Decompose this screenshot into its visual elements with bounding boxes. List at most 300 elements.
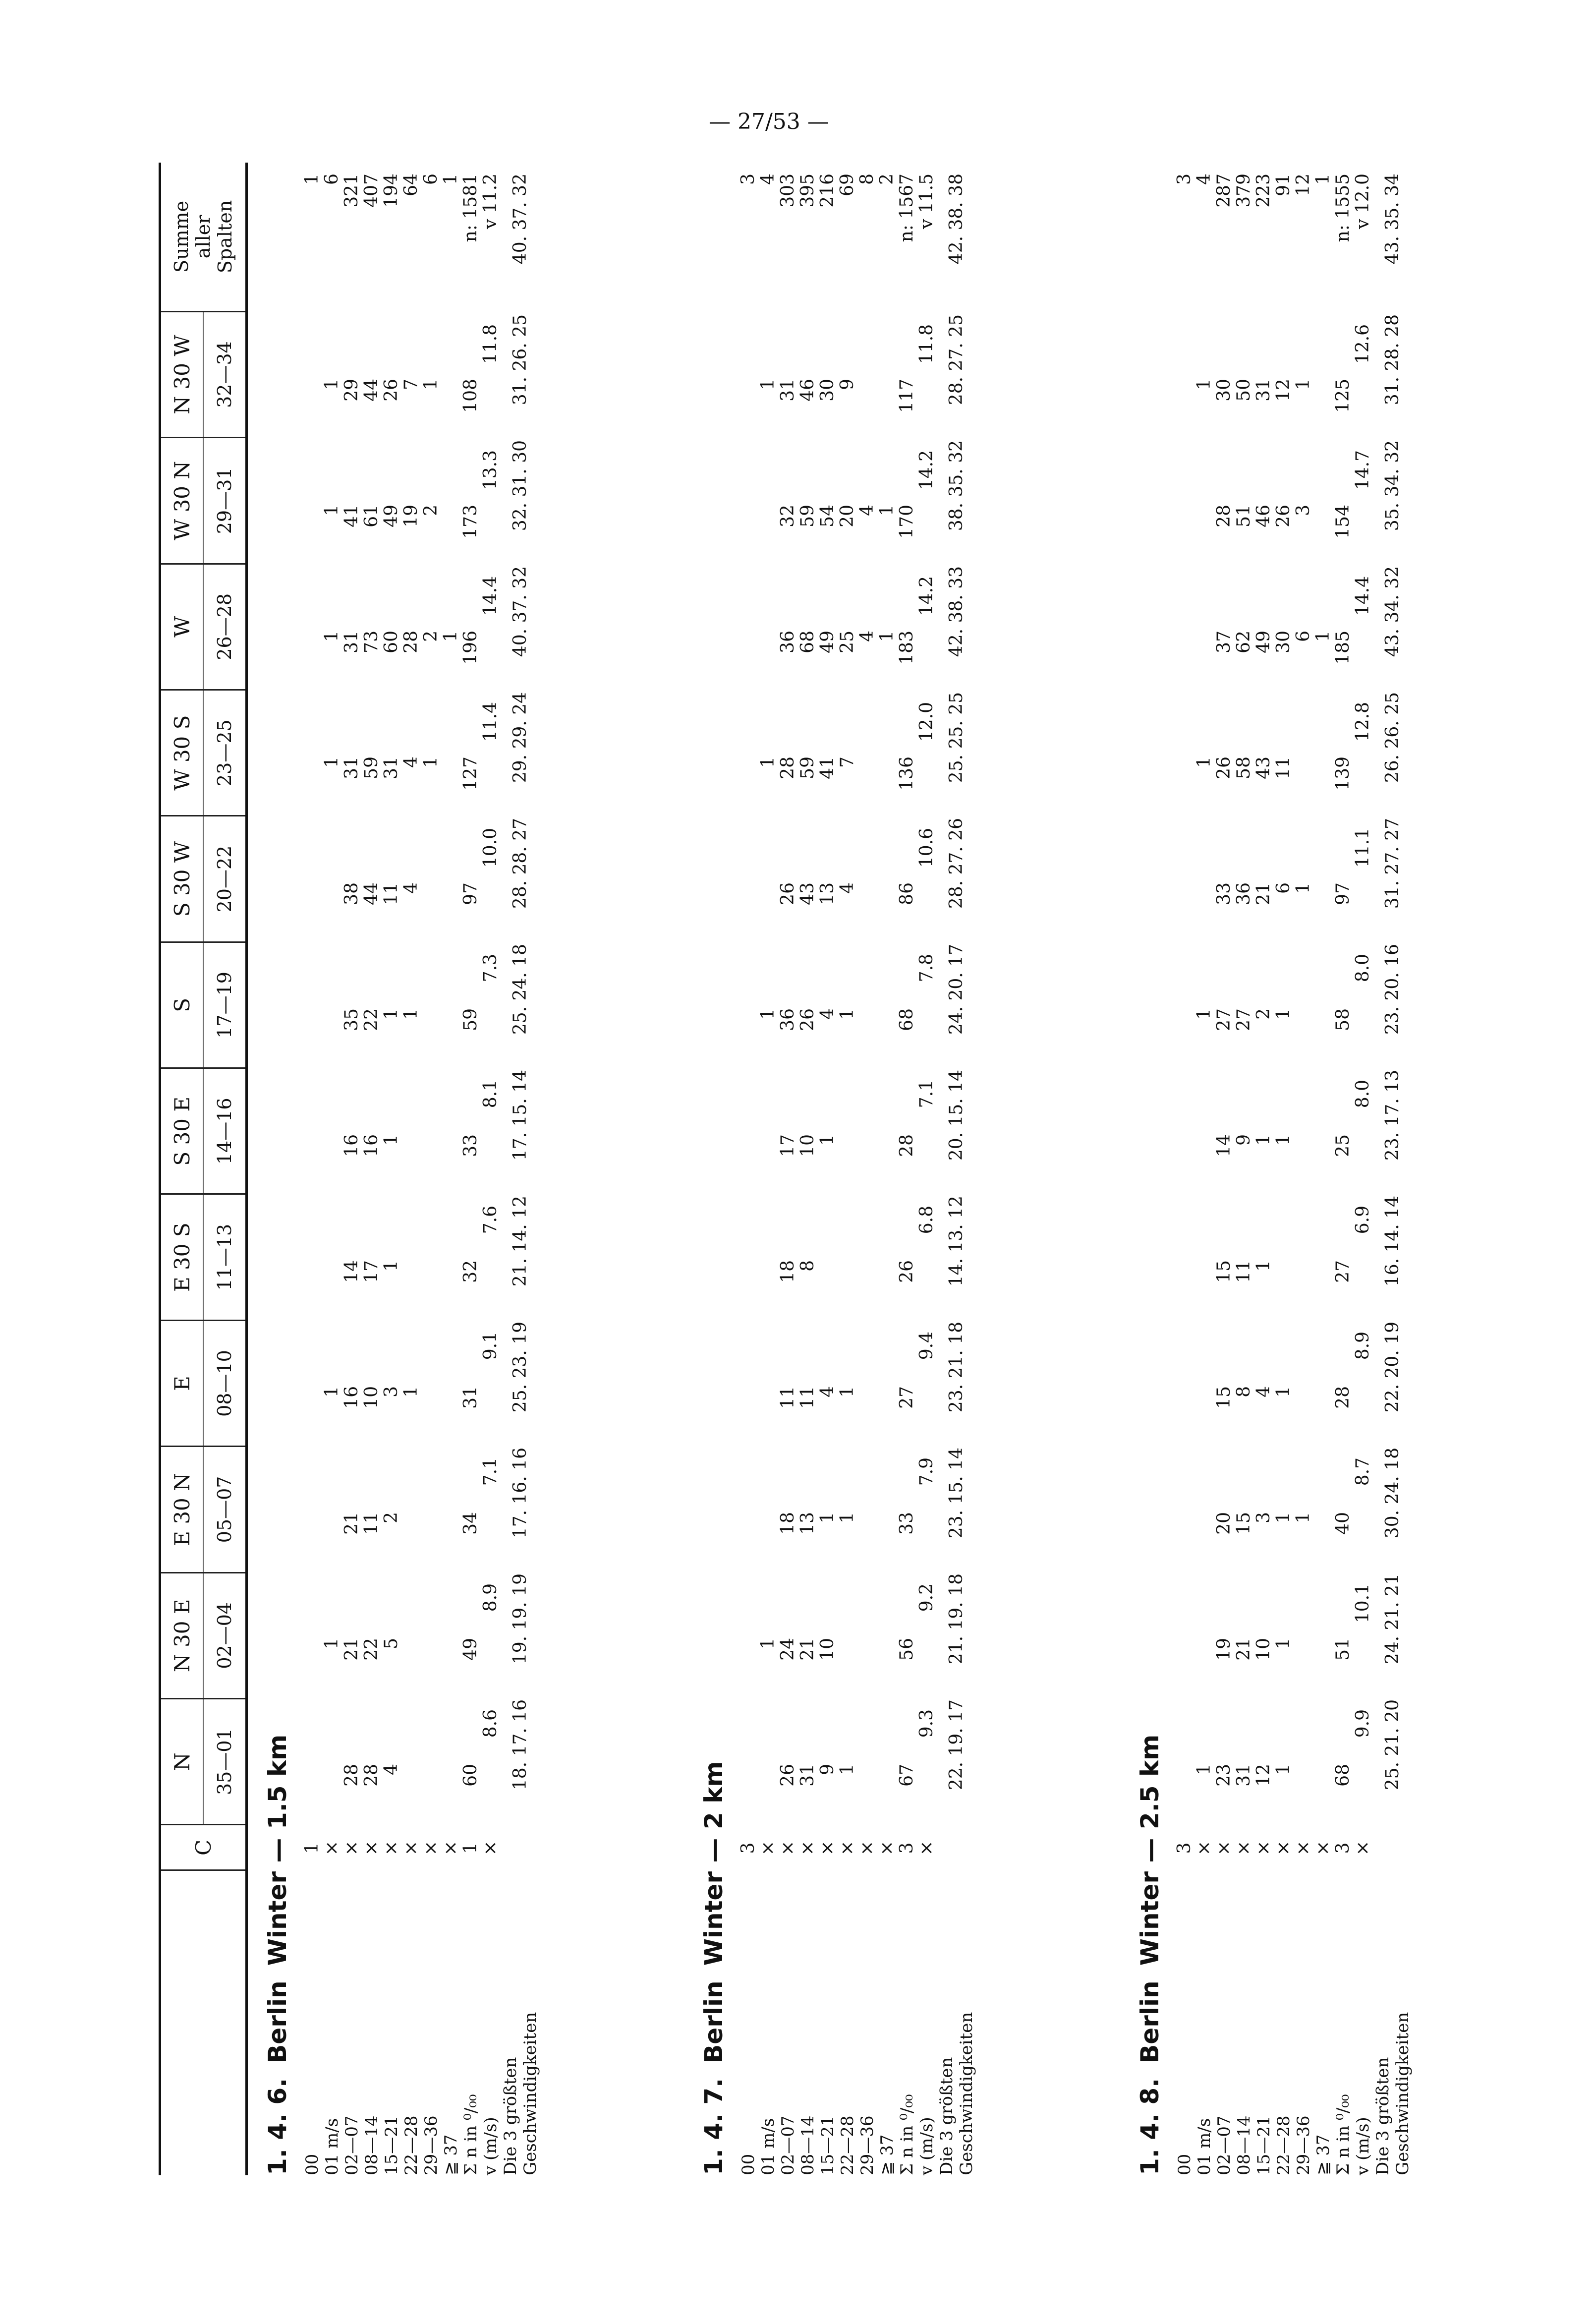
top3-column: [511, 944, 530, 1063]
mean-speed-column: [1353, 1457, 1373, 1512]
bin-cell: 23: [1214, 1764, 1234, 1787]
bin-cell: [401, 1134, 421, 1184]
bin-cell: 29: [341, 379, 362, 402]
bin-cell: [1175, 1638, 1194, 1687]
top3-cell: 22. 19. 17: [946, 1699, 967, 1791]
bin-cell: [401, 1638, 421, 1687]
sum-count-cell: n: 1581: [460, 174, 481, 242]
count-cell: 139: [1333, 756, 1353, 791]
mean-speed-cell: 7.6: [480, 1206, 501, 1234]
bin-cell: 59: [797, 505, 818, 527]
bin-cell: 31: [381, 756, 401, 779]
mean-speed-cell: 8.0: [1353, 954, 1373, 983]
bin-cell: [1194, 505, 1214, 554]
top3-cell: 25. 25. 25: [946, 692, 967, 783]
count-cell: 49: [460, 1638, 481, 1661]
bin-cell: 9: [837, 379, 857, 390]
header-direction-range: 02—04: [214, 1602, 235, 1669]
bin-cell: 1: [381, 1008, 401, 1020]
bin-cell: 58: [1234, 756, 1254, 779]
calm-cell: ×: [1273, 1840, 1294, 1856]
header-direction-2: [161, 1572, 245, 1698]
sum-bin-cell: 4: [758, 174, 778, 185]
bin-cell: 9: [1234, 1134, 1254, 1146]
bin-cell: 1: [322, 379, 342, 390]
top3-cell: 31. 28. 28: [1382, 314, 1403, 406]
top3-cell: 29. 29. 24: [510, 692, 530, 783]
top3-cell: 28. 28. 27: [510, 818, 530, 909]
mean-speed-column: [1353, 1709, 1373, 1764]
sum-bin-cell: 287: [1214, 174, 1234, 208]
bin-cell: [302, 1638, 322, 1687]
mean-speed-column: [917, 1206, 937, 1260]
calm-cell: ×: [1313, 1840, 1333, 1856]
bin-cell: 1: [758, 756, 778, 768]
row-label: 29—36: [857, 2115, 877, 2175]
bin-cell: [857, 1386, 877, 1436]
mean-speed-cell: 8.7: [1353, 1457, 1373, 1486]
row-label: Die 3 größten: [501, 2057, 520, 2175]
mean-speed-cell: 7.1: [480, 1457, 501, 1486]
bin-cell: 49: [381, 505, 401, 527]
bin-cell: 1: [322, 505, 342, 516]
bin-cell: 16: [341, 1386, 362, 1409]
top3-cell: 28. 27. 26: [946, 818, 967, 909]
section-title: [694, 1746, 734, 2175]
direction-column: [1175, 756, 1353, 806]
mean-speed-cell: 11.1: [1353, 828, 1373, 868]
bin-cell: 2: [421, 505, 441, 516]
header-label-cell: [161, 1869, 245, 2175]
bin-cell: 28: [341, 1764, 362, 1787]
bin-cell: 60: [381, 631, 401, 653]
bin-cell: 36: [778, 1008, 798, 1031]
bin-cell: 1: [1313, 631, 1333, 642]
header-direction-name: N 30 W: [161, 312, 204, 437]
header-sum-line: aller: [192, 215, 214, 259]
bin-cell: 54: [817, 505, 838, 527]
count-cell: 27: [897, 1386, 917, 1409]
bin-cell: [1313, 882, 1333, 932]
bin-cell: 30: [817, 379, 838, 402]
bin-cell: 1: [1253, 1260, 1274, 1272]
bin-cell: 4: [837, 882, 857, 894]
bin-cell: 44: [361, 882, 382, 905]
direction-column: [1175, 379, 1353, 428]
top3-column: [1383, 314, 1403, 433]
calm-cell: ×: [1293, 1840, 1313, 1856]
bin-cell: 38: [341, 882, 362, 905]
bin-cell: [302, 631, 322, 680]
calm-column: [739, 1833, 937, 1863]
bin-cell: 22: [361, 1638, 382, 1661]
bin-cell: [401, 1260, 421, 1310]
bin-cell: [1194, 631, 1214, 680]
bin-cell: [401, 1764, 421, 1813]
top3-column: [947, 440, 967, 559]
top3-column: [511, 1699, 530, 1818]
row-label: 01 m/s: [1194, 2118, 1214, 2175]
bin-cell: 1: [1273, 1008, 1294, 1020]
bin-cell: 31: [797, 1764, 818, 1787]
header-direction-name: W: [161, 565, 204, 689]
bin-cell: 33: [1214, 882, 1234, 905]
row-label: 08—14: [362, 2115, 382, 2175]
bin-cell: 1: [758, 379, 778, 390]
bin-cell: 4: [401, 756, 421, 768]
bin-cell: [1313, 505, 1333, 554]
header-direction-range: 17—19: [214, 972, 235, 1039]
bin-cell: 51: [1234, 505, 1254, 527]
bin-cell: [739, 882, 758, 932]
calm-cell: ×: [441, 1840, 461, 1856]
row-label: Σ n in ⁰/₀₀: [461, 2094, 481, 2175]
calm-cell: ×: [817, 1840, 838, 1856]
bin-cell: 3: [381, 1386, 401, 1397]
count-cell: 136: [897, 756, 917, 791]
count-cell: 183: [897, 631, 917, 665]
bin-cell: [441, 882, 461, 932]
row-label: ≧ 37: [441, 2134, 461, 2175]
bin-cell: 12: [1253, 1764, 1274, 1787]
table-header: [159, 163, 248, 2175]
mean-speed-cell: 9.9: [1353, 1709, 1373, 1738]
sum-bin-cell: 8: [857, 174, 877, 185]
bin-cell: 1: [1194, 379, 1214, 390]
mean-speed-cell: 12.8: [1353, 702, 1373, 742]
sum-top3-cell: 43. 35. 34: [1382, 174, 1403, 265]
bin-cell: [302, 756, 322, 806]
top3-cell: 21. 19. 18: [946, 1573, 967, 1665]
direction-column: [739, 505, 917, 554]
bin-cell: [739, 756, 758, 806]
top3-cell: 20. 15. 14: [946, 1070, 967, 1161]
bin-cell: 1: [322, 1638, 342, 1649]
sum-bin-cell: 3: [1174, 174, 1194, 185]
direction-column: [739, 379, 917, 428]
header-direction-4: [161, 1320, 245, 1446]
top3-column: [1383, 566, 1403, 685]
bin-cell: [1175, 631, 1194, 680]
table-section: [258, 163, 694, 2175]
bin-cell: [877, 379, 897, 428]
bin-cell: [877, 1386, 897, 1436]
calm-cell: ×: [322, 1840, 342, 1856]
header-direction-range: 29—31: [214, 467, 235, 534]
count-cell: 170: [897, 505, 917, 539]
bin-cell: 16: [341, 1134, 362, 1157]
bin-cell: 1: [837, 1764, 857, 1775]
count-cell: 28: [897, 1134, 917, 1157]
bin-cell: 1: [322, 756, 342, 768]
bin-cell: [1175, 1134, 1194, 1184]
bin-cell: [758, 1260, 778, 1310]
bin-cell: 28: [778, 756, 798, 779]
bin-cell: [1175, 1260, 1194, 1310]
top3-cell: 42. 38. 33: [946, 566, 967, 657]
count-cell: 185: [1333, 631, 1353, 665]
top3-column: [947, 1196, 967, 1315]
top3-column: [1383, 1699, 1403, 1818]
bin-cell: 2: [1253, 1008, 1274, 1020]
bin-cell: 4: [817, 1386, 838, 1397]
bin-cell: [857, 1134, 877, 1184]
direction-column: [739, 1134, 917, 1184]
bin-cell: [421, 1764, 441, 1813]
count-cell: 58: [1333, 1008, 1353, 1031]
row-label: 29—36: [1294, 2115, 1313, 2175]
bin-cell: 25: [837, 631, 857, 653]
bin-cell: [302, 1008, 322, 1058]
bin-cell: [1294, 756, 1313, 806]
count-cell: 34: [460, 1512, 481, 1535]
direction-column: [1175, 1512, 1353, 1562]
top3-cell: 22. 20. 19: [1382, 1322, 1403, 1413]
bin-cell: [1313, 1512, 1333, 1562]
direction-column: [302, 1386, 481, 1436]
top3-cell: 26. 26. 25: [1382, 692, 1403, 783]
bin-cell: [758, 1512, 778, 1562]
bin-cell: 26: [1214, 756, 1234, 779]
bin-cell: 10: [817, 1638, 838, 1661]
bin-cell: [758, 1764, 778, 1813]
bin-cell: [1175, 882, 1194, 932]
bin-cell: [1313, 1764, 1333, 1813]
count-cell: 108: [460, 379, 481, 413]
bin-cell: [322, 1008, 342, 1058]
header-direction-name: S 30 W: [161, 816, 204, 941]
direction-column: [1175, 1764, 1353, 1813]
direction-column: [302, 756, 481, 806]
top3-cell: 40. 37. 32: [510, 566, 530, 657]
bin-cell: [838, 1134, 857, 1184]
bin-cell: 1: [758, 1638, 778, 1649]
row-label: Σ n in ⁰/₀₀: [897, 2094, 917, 2175]
bin-cell: 24: [778, 1638, 798, 1661]
sum-bin-cell: 3: [738, 174, 758, 185]
bin-cell: [1194, 1386, 1214, 1436]
bin-cell: 31: [341, 756, 362, 779]
bin-cell: 43: [797, 882, 818, 905]
top3-column: [1383, 1573, 1403, 1692]
bin-cell: [1274, 1260, 1294, 1310]
bin-cell: 30: [1214, 379, 1234, 402]
top3-column: [511, 440, 530, 559]
header-direction-name: E 30 N: [161, 1447, 204, 1571]
bin-cell: 20: [1214, 1512, 1234, 1535]
row-label: v (m/s): [1353, 2117, 1373, 2175]
bin-cell: 1: [1253, 1134, 1274, 1146]
bin-cell: [1313, 1134, 1333, 1184]
calm-cell: ×: [361, 1840, 382, 1856]
bin-cell: [1313, 1008, 1333, 1058]
calm-cell: 3: [738, 1842, 758, 1854]
sum-bin-cell: 6: [421, 174, 441, 185]
top3-column: [1383, 818, 1403, 937]
bin-cell: [739, 1638, 758, 1687]
bin-cell: 1: [877, 631, 897, 642]
bin-cell: 14: [1214, 1134, 1234, 1157]
sum-bin-cell: 321: [341, 174, 362, 208]
bin-cell: 1: [1273, 1386, 1294, 1397]
calm-cell: 1: [302, 1842, 322, 1854]
bin-cell: [857, 1764, 877, 1813]
bin-cell: [441, 1638, 461, 1687]
sum-column: [302, 174, 530, 302]
bin-cell: [1175, 1008, 1194, 1058]
bin-cell: [421, 1134, 441, 1184]
bin-cell: 31: [1253, 379, 1274, 402]
row-label: Σ n in ⁰/₀₀: [1333, 2094, 1353, 2175]
bin-cell: 11: [361, 1512, 382, 1535]
bin-cell: [1294, 1638, 1313, 1687]
bin-cell: 49: [817, 631, 838, 653]
top3-cell: 24. 21. 21: [1382, 1573, 1403, 1665]
count-cell: 97: [1333, 882, 1353, 905]
bin-cell: [857, 1008, 877, 1058]
bin-cell: [877, 1134, 897, 1184]
bin-cell: [1294, 1260, 1313, 1310]
bin-cell: 1: [381, 1260, 401, 1272]
top3-column: [511, 566, 530, 685]
top3-column: [947, 1573, 967, 1692]
count-cell: 33: [460, 1134, 481, 1157]
top3-cell: 23. 21. 18: [946, 1322, 967, 1413]
header-sum-line: Spalten: [214, 200, 236, 274]
bin-cell: [877, 756, 897, 806]
mean-speed-column: [481, 576, 501, 631]
bin-cell: 1: [1273, 1638, 1294, 1649]
top3-column: [947, 818, 967, 937]
mean-speed-cell: 14.4: [1353, 576, 1373, 616]
header-direction-name: N: [161, 1699, 204, 1824]
bin-cell: 61: [361, 505, 382, 527]
bin-cell: [877, 1008, 897, 1058]
bin-cell: 15: [1214, 1260, 1234, 1283]
bin-cell: [877, 1638, 897, 1687]
bin-cell: 68: [797, 631, 818, 653]
bin-cell: [441, 1260, 461, 1310]
bin-cell: [857, 882, 877, 932]
bin-cell: 21: [341, 1638, 362, 1661]
bin-cell: [421, 1260, 441, 1310]
calm-cell: ×: [381, 1840, 401, 1856]
top3-column: [947, 1322, 967, 1441]
bin-cell: [1194, 882, 1214, 932]
bin-cell: 26: [1273, 505, 1294, 527]
top3-column: [511, 818, 530, 937]
calm-cell: ×: [877, 1840, 897, 1856]
mean-speed-column: [917, 1080, 937, 1134]
top3-cell: 28. 27. 25: [946, 314, 967, 406]
bin-cell: 49: [1253, 631, 1274, 653]
row-labels: [1175, 1868, 1413, 2175]
count-cell: 60: [460, 1764, 481, 1787]
top3-column: [947, 692, 967, 811]
bin-cell: 7: [837, 756, 857, 768]
bin-cell: [1175, 505, 1194, 554]
top3-cell: 31. 26. 25: [510, 314, 530, 406]
mean-speed-cell: 9.2: [916, 1583, 937, 1612]
bin-cell: [739, 1134, 758, 1184]
bin-cell: 26: [797, 1008, 818, 1031]
bin-cell: [838, 1638, 857, 1687]
bin-cell: 26: [778, 1764, 798, 1787]
bin-cell: 21: [1234, 1638, 1254, 1661]
sum-bin-cell: 194: [381, 174, 401, 208]
sum-bin-cell: 12: [1293, 174, 1313, 196]
bin-cell: 5: [381, 1638, 401, 1649]
bin-cell: [441, 1764, 461, 1813]
bin-cell: 1: [441, 631, 461, 642]
mean-speed-cell: 6.8: [916, 1206, 937, 1234]
bin-cell: 62: [1234, 631, 1254, 653]
bin-cell: [758, 505, 778, 554]
bin-cell: 21: [797, 1638, 818, 1661]
top3-cell: 23. 17. 13: [1382, 1070, 1403, 1161]
bin-cell: 1: [1273, 1764, 1294, 1775]
calm-cell: ×: [1353, 1840, 1373, 1856]
top3-cell: 16. 14. 14: [1382, 1196, 1403, 1287]
header-direction-5: [161, 1193, 245, 1319]
row-label: Geschwindigkeiten: [957, 2012, 976, 2175]
bin-cell: 13: [817, 882, 838, 905]
bin-cell: [857, 1512, 877, 1562]
mean-speed-column: [1353, 324, 1373, 379]
row-label: v (m/s): [481, 2117, 501, 2175]
top3-column: [1383, 1196, 1403, 1315]
mean-speed-column: [917, 1457, 937, 1512]
bin-cell: 1: [1194, 756, 1214, 768]
top3-column: [1383, 1322, 1403, 1441]
bin-cell: [739, 505, 758, 554]
mean-speed-column: [917, 1709, 937, 1764]
mean-speed-cell: 7.1: [916, 1080, 937, 1108]
mean-speed-column: [1353, 1206, 1373, 1260]
calm-cell: ×: [421, 1840, 441, 1856]
sum-top3-cell: 40. 37. 32: [510, 174, 530, 265]
mean-speed-column: [1353, 1332, 1373, 1386]
direction-column: [302, 1512, 481, 1562]
bin-cell: 17: [361, 1260, 382, 1283]
bin-cell: 11: [778, 1386, 798, 1409]
calm-cell: ×: [480, 1840, 501, 1856]
mean-speed-cell: 8.1: [480, 1080, 501, 1108]
bin-cell: [1294, 1764, 1313, 1813]
bin-cell: [441, 379, 461, 428]
bin-cell: 10: [361, 1386, 382, 1409]
bin-cell: 11: [797, 1386, 818, 1409]
direction-column: [1175, 1638, 1353, 1687]
bin-cell: 1: [381, 1134, 401, 1146]
header-direction-7: [161, 941, 245, 1067]
mean-speed-column: [917, 450, 937, 505]
top3-column: [511, 1322, 530, 1441]
bin-cell: [877, 1764, 897, 1813]
top3-cell: 23. 20. 16: [1382, 944, 1403, 1035]
mean-speed-column: [481, 1457, 501, 1512]
count-cell: 154: [1333, 505, 1353, 539]
row-label: ≧ 37: [1313, 2134, 1333, 2175]
bin-cell: 1: [1273, 1134, 1294, 1146]
sum-bin-cell: 407: [361, 174, 382, 208]
row-label: 22—28: [1274, 2115, 1294, 2175]
rotated-table: [159, 163, 1571, 2175]
bin-cell: 7: [401, 379, 421, 390]
sum-bin-cell: 216: [817, 174, 838, 208]
sum-bin-cell: 223: [1253, 174, 1274, 208]
mean-speed-column: [917, 576, 937, 631]
